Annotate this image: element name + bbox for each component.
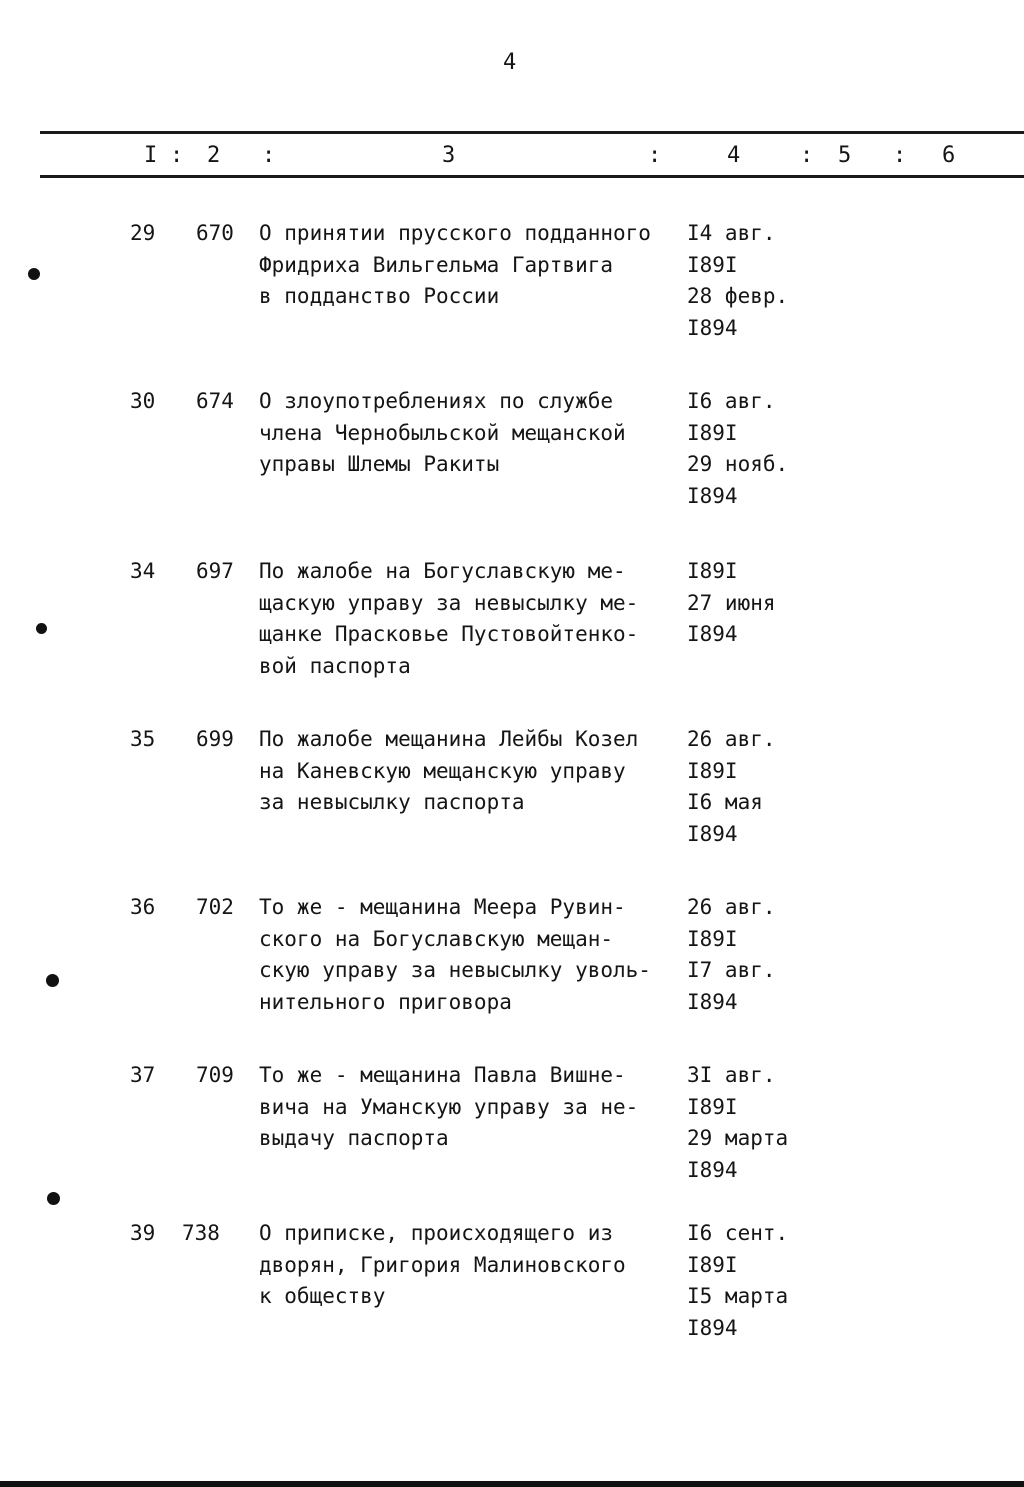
column-header-3: 3 bbox=[442, 143, 456, 168]
entry-title bbox=[259, 1218, 679, 1313]
date-line: I7 авг. bbox=[687, 958, 776, 982]
entry-number: 39 bbox=[130, 1221, 156, 1245]
header-rule-bottom bbox=[40, 175, 1024, 178]
date-line: I89I bbox=[687, 420, 738, 445]
date-line: I6 мая bbox=[687, 790, 763, 814]
title-line: в подданство России bbox=[259, 284, 500, 308]
entry-number: 29 bbox=[130, 221, 156, 245]
title-line: вой паспорта bbox=[259, 653, 411, 678]
column-header-separator: : bbox=[262, 143, 276, 168]
entry-dates bbox=[687, 892, 847, 1018]
date-line: I894 bbox=[687, 989, 738, 1014]
date-line: I894 bbox=[687, 483, 738, 508]
title-line: нительного приговора bbox=[259, 989, 512, 1014]
binder-hole-mark bbox=[46, 974, 59, 987]
title-line: Фридриха Вильгельма Гартвига bbox=[259, 252, 614, 277]
title-line: То же - мещанина Меера Рувин- bbox=[259, 895, 626, 919]
title-line: члена Чернобыльской мещанской bbox=[259, 420, 626, 445]
date-line: I89I bbox=[687, 758, 738, 783]
entry-number: 37 bbox=[130, 1063, 156, 1087]
title-line: управы Шлемы Ракиты bbox=[259, 452, 500, 476]
date-line: I89I bbox=[687, 1252, 738, 1277]
case-number: 674 bbox=[196, 389, 234, 413]
entry-dates bbox=[687, 1060, 847, 1186]
column-header-separator: : bbox=[893, 143, 907, 168]
title-line: О злоупотреблениях по службе bbox=[259, 389, 614, 413]
title-line: По жалобе мещанина Лейбы Козел bbox=[259, 727, 639, 751]
title-line: за невысылку паспорта bbox=[259, 790, 525, 814]
title-line: дворян, Григория Малиновского bbox=[259, 1252, 626, 1277]
title-line: щанке Прасковье Пустовойтенко- bbox=[259, 622, 639, 646]
entry-number: 36 bbox=[130, 895, 156, 919]
header-rule-top bbox=[40, 131, 1024, 134]
entry-title bbox=[259, 892, 679, 1018]
date-line: 26 авг. bbox=[687, 727, 776, 751]
entry-title bbox=[259, 724, 679, 819]
case-number: 738 bbox=[182, 1221, 220, 1245]
date-line: I6 авг. bbox=[687, 389, 776, 413]
case-number: 709 bbox=[196, 1063, 234, 1087]
date-line: I894 bbox=[687, 622, 738, 646]
date-line: I894 bbox=[687, 1157, 738, 1182]
date-line: 29 марта bbox=[687, 1126, 789, 1150]
column-header-separator: : bbox=[800, 143, 814, 168]
title-line: щаскую управу за невысылку ме- bbox=[259, 590, 639, 615]
binder-hole-mark bbox=[36, 623, 47, 634]
date-line: I894 bbox=[687, 315, 738, 340]
column-header-separator: : bbox=[648, 143, 662, 168]
entry-title bbox=[259, 218, 679, 313]
column-header-separator: : bbox=[170, 143, 184, 168]
entry-dates bbox=[687, 724, 847, 850]
entry-title bbox=[259, 1060, 679, 1155]
entry-dates bbox=[687, 1218, 847, 1344]
date-line: 3I авг. bbox=[687, 1063, 776, 1087]
entry-number: 35 bbox=[130, 727, 156, 751]
title-line: По жалобе на Богуславскую ме- bbox=[259, 559, 626, 583]
column-header-5: 5 bbox=[838, 143, 852, 168]
entry-title bbox=[259, 386, 679, 481]
date-line: I894 bbox=[687, 1315, 738, 1340]
entry-title bbox=[259, 556, 679, 682]
date-line: I6 сент. bbox=[687, 1221, 789, 1245]
entry-number: 30 bbox=[130, 389, 156, 413]
title-line: скую управу за невысылку уволь- bbox=[259, 958, 651, 982]
title-line: О приписке, происходящего из bbox=[259, 1221, 614, 1245]
entry-dates bbox=[687, 386, 847, 512]
date-line: 27 июня bbox=[687, 590, 776, 615]
date-line: I89I bbox=[687, 1094, 738, 1119]
column-header-1: I bbox=[144, 143, 158, 168]
page-number: 4 bbox=[503, 50, 517, 75]
case-number: 697 bbox=[196, 559, 234, 583]
entry-number: 34 bbox=[130, 559, 156, 583]
entry-dates bbox=[687, 556, 847, 651]
entry-dates bbox=[687, 218, 847, 344]
title-line: О принятии прусского подданного bbox=[259, 221, 651, 245]
title-line: к обществу bbox=[259, 1284, 386, 1308]
date-line: 26 авг. bbox=[687, 895, 776, 919]
date-line: I89I bbox=[687, 252, 738, 277]
title-line: выдачу паспорта bbox=[259, 1126, 449, 1150]
date-line: 29 нояб. bbox=[687, 452, 789, 476]
binder-hole-mark bbox=[47, 1192, 60, 1205]
case-number: 702 bbox=[196, 895, 234, 919]
column-header-6: 6 bbox=[942, 143, 956, 168]
date-line: I89I bbox=[687, 559, 738, 583]
date-line: I5 марта bbox=[687, 1284, 789, 1308]
date-line: I894 bbox=[687, 821, 738, 846]
binder-hole-mark bbox=[28, 268, 40, 280]
date-line: 28 февр. bbox=[687, 284, 789, 308]
case-number: 670 bbox=[196, 221, 234, 245]
title-line: на Каневскую мещанскую управу bbox=[259, 758, 626, 783]
scan-bottom-edge bbox=[0, 1481, 1024, 1487]
case-number: 699 bbox=[196, 727, 234, 751]
date-line: I89I bbox=[687, 926, 738, 951]
column-header-4: 4 bbox=[727, 143, 741, 168]
title-line: ского на Богуславскую мещан- bbox=[259, 926, 614, 951]
title-line: То же - мещанина Павла Вишне- bbox=[259, 1063, 626, 1087]
date-line: I4 авг. bbox=[687, 221, 776, 245]
title-line: вича на Уманскую управу за не- bbox=[259, 1094, 639, 1119]
column-header-2: 2 bbox=[207, 143, 221, 168]
